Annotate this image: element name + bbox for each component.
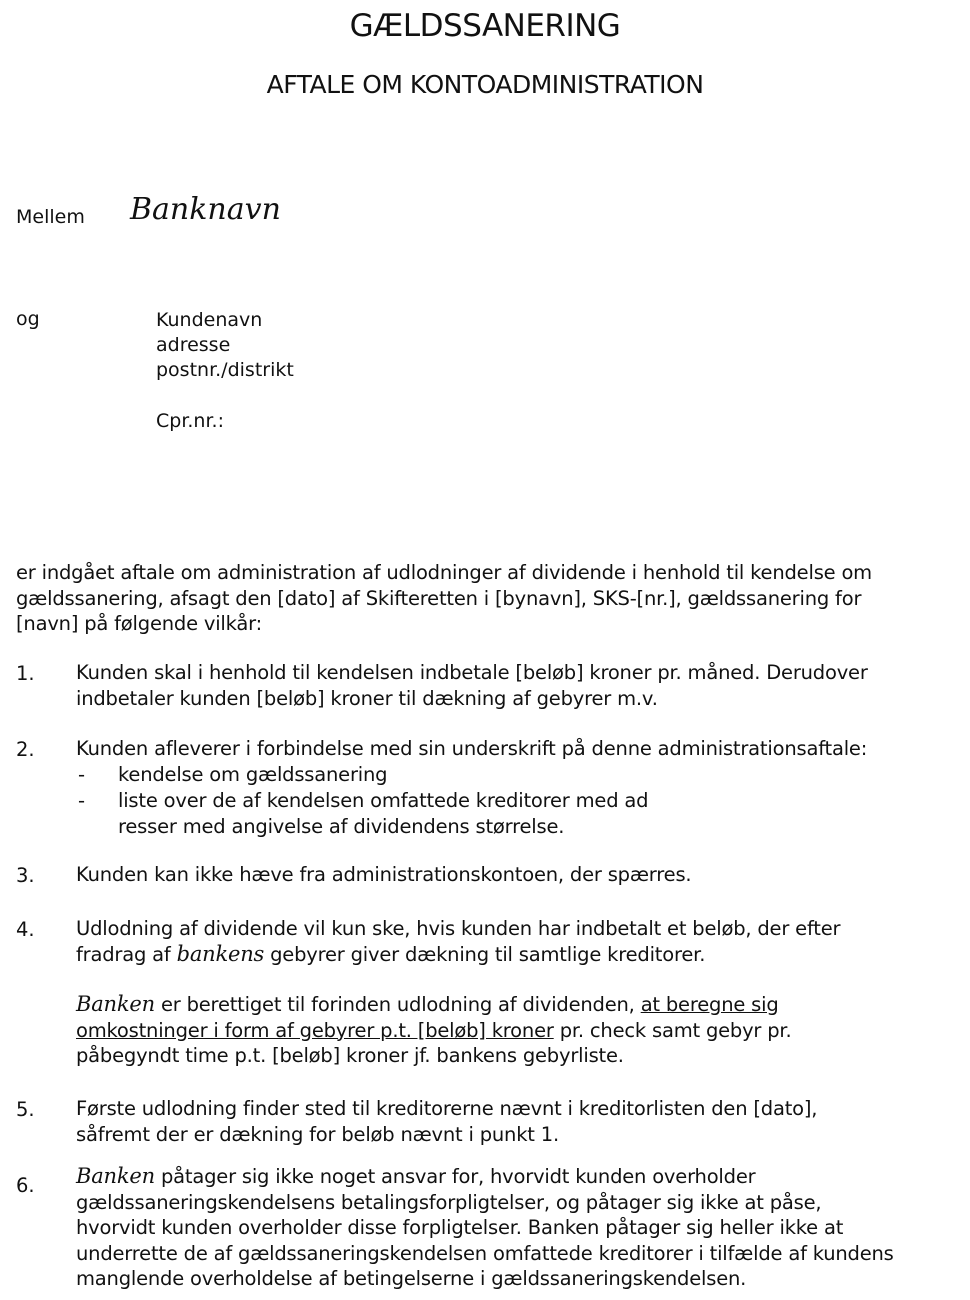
- item-line: [76, 942, 840, 968]
- and-label: og: [16, 308, 40, 330]
- item-number: 6.: [16, 1174, 35, 1197]
- item-line: [76, 1018, 791, 1044]
- underlined-text: at beregne sig: [640, 993, 779, 1016]
- item-text-segment: pr. check samt gebyr pr.: [553, 1018, 792, 1042]
- item-number: 1.: [16, 662, 35, 685]
- item-1-text: [76, 660, 868, 711]
- handwritten-word: bankens: [176, 941, 265, 966]
- item-text-segment: gebyrer giver dækning til samtlige kreditorer.: [264, 942, 706, 966]
- item-4-paragraph-2: [76, 992, 791, 1069]
- bank-name-handwritten: Banknavn: [130, 192, 281, 227]
- item-3-text: [76, 862, 691, 888]
- intro-line: [navn] på følgende vilkår:: [16, 612, 262, 635]
- item-line: Kunden kan ikke hæve fra administrationskontoen, der spærres.: [76, 863, 692, 886]
- intro-paragraph: [16, 560, 872, 637]
- document-title: GÆLDSSANERING: [349, 8, 621, 44]
- bullet-dash: -: [78, 789, 85, 812]
- bullet-text: [118, 762, 387, 788]
- item-line: [76, 1164, 894, 1190]
- bullet-line: resser med angivelse af dividendens størrelse.: [118, 814, 565, 838]
- item-2-text: [76, 736, 867, 762]
- item-line: gældssaneringskendelsens betalingsforpligtelser, og påtager sig ikke at påse,: [76, 1190, 822, 1214]
- item-line: hvorvidt kunden overholder disse forpligtelser. Banken påtager sig heller ikke at: [76, 1216, 844, 1239]
- item-line: manglende overholdelse af betingelserne i gældssaneringskendelsen.: [76, 1267, 747, 1290]
- item-number: 3.: [16, 864, 35, 887]
- item-5-text: [76, 1096, 817, 1147]
- item-line: Kunden afleverer i forbindelse med sin underskrift på denne administrationsaftale:: [76, 737, 868, 760]
- bullet-line: kendelse om gældssanering: [118, 763, 388, 786]
- underlined-text: omkostninger i form af gebyrer p.t. [beløb] kroner: [76, 1018, 554, 1042]
- item-line: såfremt der er dækning for beløb nævnt i punkt 1.: [76, 1122, 559, 1146]
- bullet-line: liste over de af kendelsen omfattede kreditorer med ad: [118, 789, 649, 812]
- item-text-segment: fradrag af: [76, 942, 177, 966]
- item-line: Kunden skal i henhold til kendelsen indbetale [beløb] kroner pr. måned. Derudover: [76, 661, 868, 684]
- between-label: Mellem: [16, 206, 85, 228]
- handwritten-word: Banken: [76, 1164, 155, 1188]
- customer-name: Kundenavn: [156, 309, 263, 331]
- bullet-dash: -: [78, 763, 85, 786]
- customer-address-block: [156, 308, 294, 383]
- item-line: underrette de af gældssaneringskendelsen omfattede kreditorer i tilfælde af kundens: [76, 1241, 894, 1265]
- customer-address: adresse: [156, 334, 231, 356]
- item-text-segment: er berettiget til forinden udlodning af dividenden,: [154, 993, 641, 1016]
- intro-line: er indgået aftale om administration af udlodninger af dividende i henhold til kendelse om: [16, 561, 872, 584]
- item-4-text: [76, 916, 840, 967]
- item-number: 4.: [16, 918, 35, 941]
- cpr-label: Cpr.nr.:: [156, 410, 224, 432]
- handwritten-word: Banken: [76, 992, 155, 1016]
- item-line: påbegyndt time p.t. [beløb] kroner jf. bankens gebyrliste.: [76, 1044, 624, 1067]
- item-line: Udlodning af dividende vil kun ske, hvis kunden har indbetalt et beløb, der efter: [76, 917, 841, 940]
- item-6-text: [76, 1164, 894, 1292]
- bullet-text: [118, 788, 648, 839]
- item-line: [76, 992, 791, 1018]
- customer-postal-district: postnr./distrikt: [156, 359, 294, 381]
- item-number: 2.: [16, 738, 35, 761]
- intro-line: gældssanering, afsagt den [dato] af Skifteretten i [bynavn], SKS-[nr.], gældssanering for: [16, 586, 862, 610]
- item-number: 5.: [16, 1098, 35, 1121]
- document-subtitle: AFTALE OM KONTOADMINISTRATION: [266, 70, 704, 99]
- item-line: indbetaler kunden [beløb] kroner til dækning af gebyrer m.v.: [76, 686, 658, 710]
- item-text-segment: påtager sig ikke noget ansvar for, hvorvidt kunden overholder: [154, 1165, 756, 1188]
- item-line: Første udlodning finder sted til kreditorerne nævnt i kreditorlisten den [dato],: [76, 1097, 818, 1120]
